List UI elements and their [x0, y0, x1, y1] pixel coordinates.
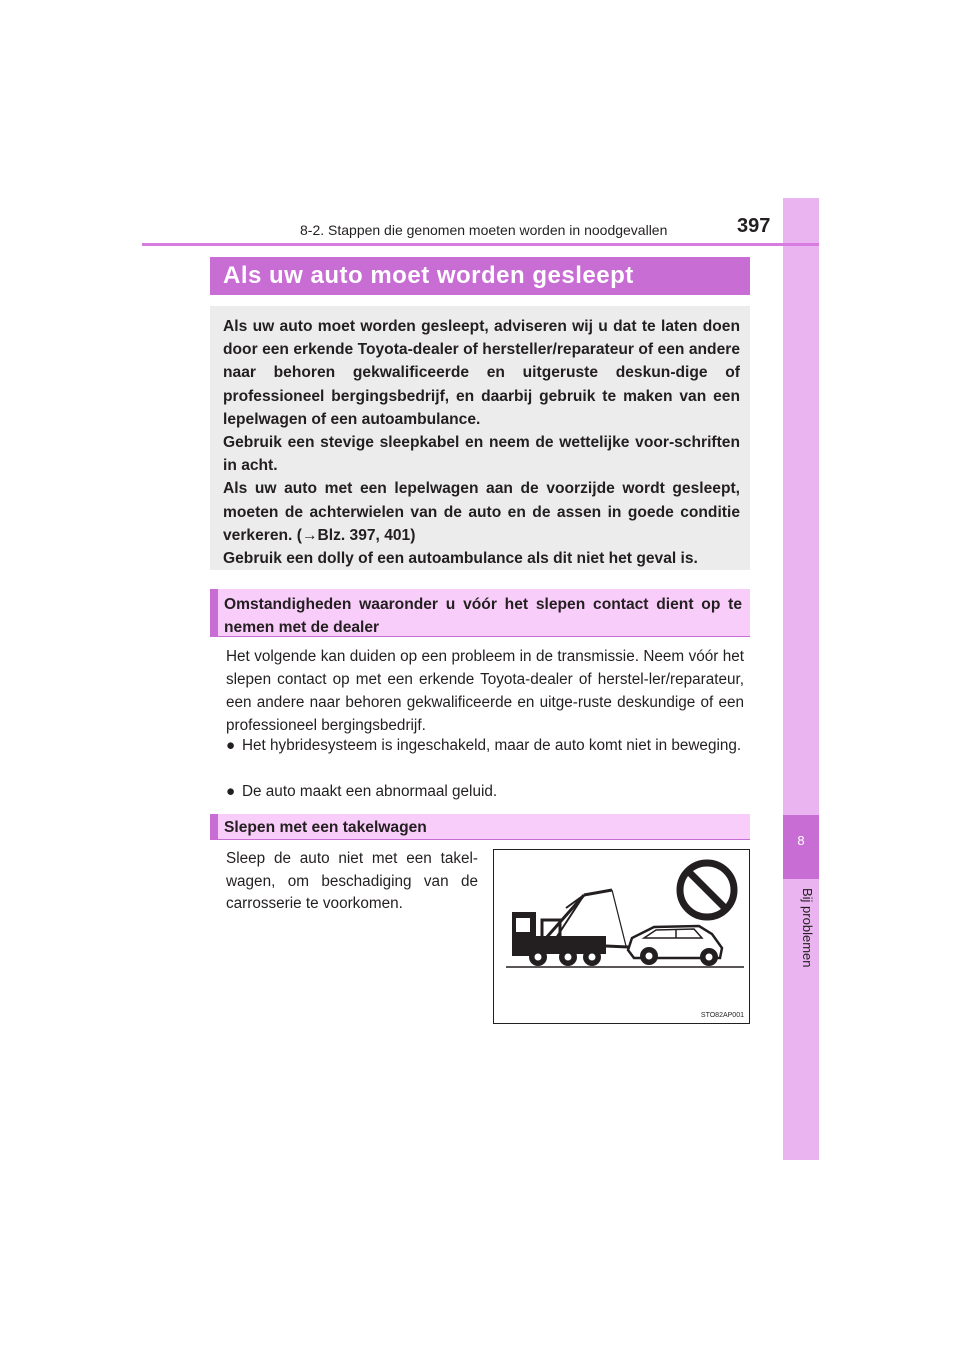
bullet-item — [226, 734, 744, 757]
section1-body: Het volgende kan duiden op een probleem in de transmissie. Neem vóór het slepen contact op met een erkende Toyota-dealer of herstel-ler/reparateur, een andere naar behoren gekwalificeerde en uitge-ruste deskundige of een professioneel bergingsbedrijf. — [226, 648, 744, 734]
bullet-text: Het hybridesysteem is ingeschakeld, maar de auto komt niet in beweging. — [242, 737, 742, 754]
section2-body: Sleep de auto niet met een takel-wagen, om beschadiging van de carrosserie te voorkomen. — [226, 850, 478, 912]
chapter-side-tab — [783, 198, 819, 1160]
bullet-dot: ● — [226, 737, 236, 754]
section2-heading: Slepen met een takelwagen — [224, 819, 427, 836]
chapter-number-tab — [783, 815, 819, 879]
title-bar — [210, 257, 750, 295]
chapter-title-vertical: Bij problemen — [800, 888, 815, 968]
chapter-number: 8 — [797, 833, 805, 848]
intro-paragraph: Gebruik een stevige sleepkabel en neem de wettelijke voor-schriften in acht. — [223, 434, 740, 475]
tow-truck-icon — [512, 890, 628, 966]
prohibition-icon — [680, 863, 734, 917]
page-title: Als uw auto moet worden gesleept — [223, 262, 634, 289]
car-icon — [628, 926, 722, 966]
intro-paragraph: Als uw auto met een lepelwagen aan de voorzijde wordt gesleept, moeten de achterwielen van de auto en de assen in goede conditie verkeren. (→Blz. 397, 401) — [223, 480, 740, 544]
intro-paragraph: Gebruik een dolly of een autoambulance als dit niet het geval is. — [223, 550, 698, 568]
intro-box — [210, 306, 750, 570]
tow-truck-illustration — [493, 849, 750, 1024]
section-header: 8-2. Stappen die genomen moeten worden in noodgevallen — [300, 222, 668, 238]
bullet-text: De auto maakt een abnormaal geluid. — [242, 783, 498, 800]
section1-heading-bar — [210, 589, 750, 637]
bullet-dot: ● — [226, 783, 236, 800]
page-number: 397 — [737, 215, 771, 237]
intro-paragraph: Als uw auto moet worden gesleept, adviseren wij u dat te laten doen door een erkende Toyota-dealer of hersteller/reparateur of een andere naar behoren gekwalificeerde en uitgeruste deskun-dige of professioneel bergingsbedrijf, en daarbij gebruik te maken van een lepelwagen of een autoambulance. — [223, 318, 740, 428]
tow-truck-drawing — [494, 850, 749, 1023]
section2-heading-bar — [210, 814, 750, 840]
section1-heading: Omstandigheden waaronder u vóór het slepen contact dient op te nemen met de dealer — [224, 596, 742, 636]
header-rule — [142, 243, 819, 246]
figure-code: STO82AP001 — [700, 1012, 744, 1019]
bullet-item — [226, 780, 744, 803]
